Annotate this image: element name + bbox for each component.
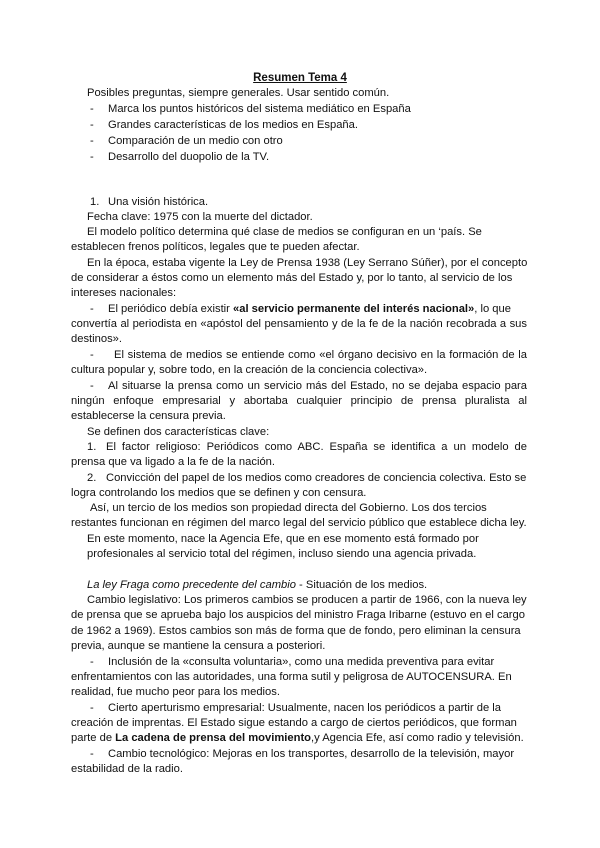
list-dash: - (90, 748, 94, 760)
paragraph-line: intereses nacionales: (71, 287, 177, 299)
section-number: 1. (90, 196, 100, 208)
paragraph-line: cultura popular y, sobre todo, en la creación de la conciencia colectiva». (71, 364, 428, 376)
paragraph-line: estabilidad de la radio. (71, 763, 183, 775)
list-dash: - (90, 103, 94, 115)
bold-term: La cadena de prensa del movimiento (115, 732, 312, 744)
question-item: Desarrollo del duopolio de la TV. (108, 151, 270, 163)
paragraph-line: de considerar a éstos como un elemento más del Estado y, por lo tanto, al servicio de los (71, 272, 513, 284)
numbered-line: El factor religioso: Periódicos como ABC. España se identifica a un modelo de (106, 441, 527, 453)
bullet-line: Cierto aperturismo empresarial: Usualmente, nacen los periódicos a partir de la (108, 702, 501, 714)
list-number: 1. (87, 441, 97, 453)
question-item: Comparación de un medio con otro (108, 135, 283, 147)
paragraph-line: de 1962 a 1969). Estos cambios son más de forma que de fondo, pero eliminan la censura (71, 625, 521, 637)
paragraph-line: parte de La cadena de prensa del movimiento,y Agencia Efe, así como radio y televisión. (71, 732, 524, 744)
paragraph-line: logra controlando los medios que se definen y con censura. (71, 487, 367, 499)
paragraph-line: prensa que va ligado a la fe de la nación. (71, 456, 276, 468)
paragraph-line: Así, un tercio de los medios son propiedad directa del Gobierno. Los dos tercios (90, 502, 487, 514)
paragraph-line: restantes funcionan en régimen del marco legal del servicio público que establece dicha ley. (71, 517, 527, 529)
section-heading: Una visión histórica. (108, 196, 209, 208)
bullet-line: El periódico debía existir «al servicio permanente del interés nacional», lo que (108, 303, 511, 315)
bullet-line: El sistema de medios se entiende como «el órgano decisivo en la formación de la (114, 349, 527, 361)
paragraph-line: previa, aunque se mantiene la censura a posteriori. (71, 640, 326, 652)
numbered-line: Convicción del papel de los medios como creadores de conciencia colectiva. Esto se (106, 472, 527, 484)
bullet-line: Inclusión de la «consulta voluntaria», como una medida preventiva para evitar (108, 656, 495, 668)
list-dash: - (90, 349, 94, 361)
paragraph-line: convertía al periodista en «apóstol del pensamiento y de la fe de la nación recobrada a sus (71, 318, 527, 330)
paragraph-line: El modelo político determina qué clase de medios se configuran en un ‘país. Se (87, 226, 482, 238)
paragraph-line: Cambio legislativo: Los primeros cambios se producen a partir de 1966, con la nueva ley (87, 594, 527, 606)
paragraph-line: destinos». (71, 333, 122, 345)
list-dash: - (90, 656, 94, 668)
list-dash: - (90, 702, 94, 714)
bullet-line: Al situarse la prensa como un servicio más del Estado, no se dejaba espacio para (108, 380, 527, 392)
bold-quote: «al servicio permanente del interés nacional» (233, 303, 475, 315)
paragraph-line: Se definen dos características clave: (87, 426, 270, 438)
paragraph-line: creación de imprentas. El Estado sigue estando a cargo de ciertos periódicos, que forman (71, 717, 517, 729)
paragraph-line: de prensa que se aprueba bajo los auspicios del ministro Fraga Iribarne (estuvo en el cargo (71, 609, 525, 621)
paragraph-line: establecen frenos políticos, legales que te pueden afectar. (71, 241, 360, 253)
italic-heading: La ley Fraga como precedente del cambio (87, 579, 296, 591)
bullet-line: Cambio tecnológico: Mejoras en los transportes, desarrollo de la televisión, mayor (108, 748, 515, 760)
paragraph-line: En la época, estaba vigente la Ley de Prensa 1938 (Ley Serrano Súñer), por el concepto (87, 257, 528, 269)
paragraph-line: En este momento, nace la Agencia Efe, que en ese momento está formado por (87, 533, 479, 545)
section-heading: La ley Fraga como precedente del cambio - Situación de los medios. (87, 579, 428, 591)
list-dash: - (90, 303, 94, 315)
list-dash: - (90, 135, 94, 147)
list-number: 2. (87, 472, 97, 484)
paragraph-line: realidad, fue mucho peor para los medios. (71, 686, 280, 698)
paragraph-line: profesionales al servicio total del régimen, incluso siendo una agencia privada. (87, 548, 477, 560)
list-dash: - (90, 380, 94, 392)
intro-line: Posibles preguntas, siempre generales. Usar sentido común. (87, 87, 390, 99)
paragraph-line: Fecha clave: 1975 con la muerte del dictador. (87, 211, 313, 223)
paragraph-line: ningún enfoque empresarial y abortaba cualquier principio de prensa pluralista al (71, 395, 527, 407)
question-item: Marca los puntos históricos del sistema mediático en España (108, 103, 411, 115)
list-dash: - (90, 119, 94, 131)
paragraph-line: establecerse la censura previa. (71, 410, 226, 422)
paragraph-line: enfrentamientos con las autoridades, una forma sutil y peligrosa de AUTOCENSURA. En (71, 671, 512, 683)
list-dash: - (90, 151, 94, 163)
question-item: Grandes características de los medios en España. (108, 119, 358, 131)
document-title: Resumen Tema 4 (253, 72, 347, 84)
